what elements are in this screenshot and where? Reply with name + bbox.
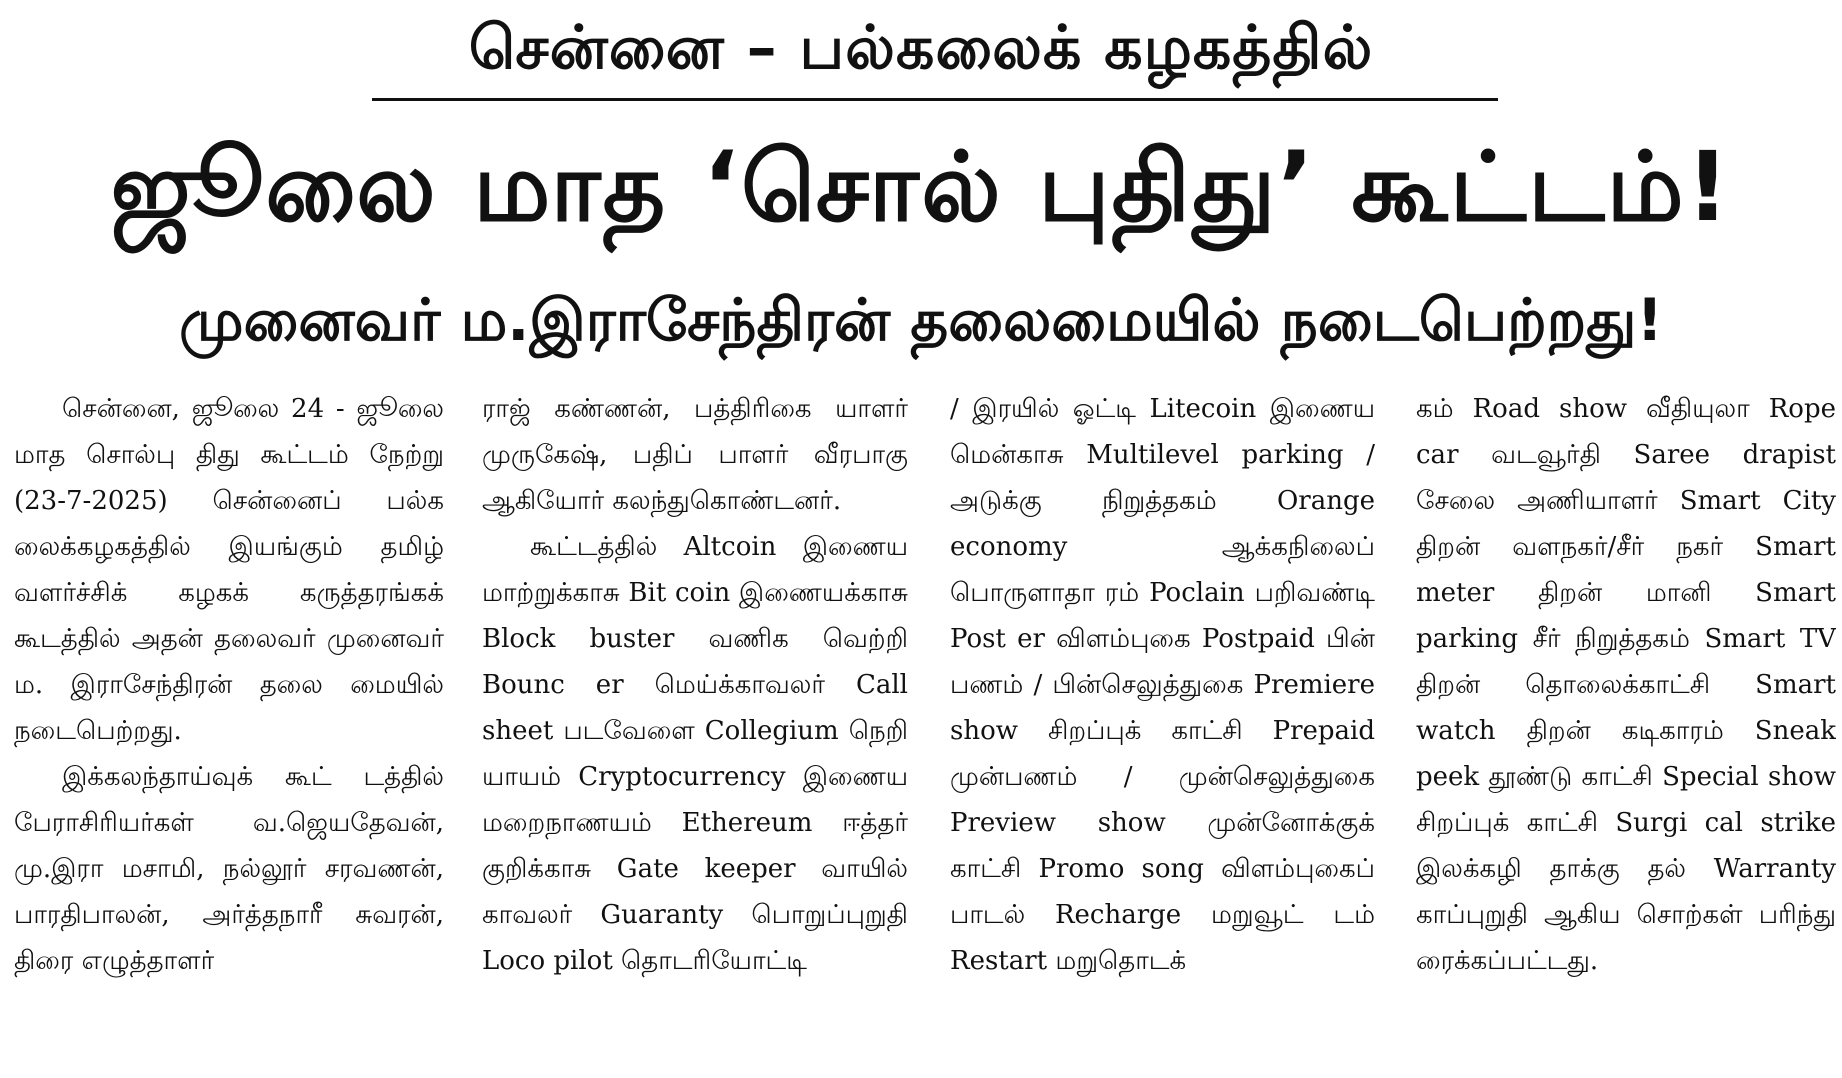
article-column-4 <box>1416 386 1836 1078</box>
article-column-1 <box>14 386 444 1078</box>
article-paragraph: கம் Road show வீதியுலா Rope car வடவூர்தி Saree drapist சேலை அணியாளர் Smart City திறன் வளநகர்/சீர் நகர் Smart meter திறன் மானி Smart parking சீர் நிறுத்தகம் Smart TV திறன் தொலைக்காட்சி Smart watch திறன் கடிகாரம் Sneak peek தூண்டு காட்சி Special show சிறப்புக் காட்சி Surgi cal strike இலக்கழி தாக்கு தல் Warranty காப்புறுதி ஆகிய சொற்கள் பரிந்து ரைக்கப்பட்டது. <box>1416 394 1836 976</box>
article-paragraph: ராஜ் கண்ணன், பத்திரிகை யாளர் முருகேஷ், பதிப் பாளர் வீரபாகு ஆகியோர் கலந்துகொண்டனர். <box>482 394 908 516</box>
kicker-heading: சென்னை – பல்கலைக் கழகத்தில் <box>468 13 1374 83</box>
subheadline: முனைவர் ம.இராசேந்திரன் தலைமையில் நடைபெற்றது! <box>179 286 1663 354</box>
article-column-3 <box>950 386 1375 1078</box>
article-paragraph: இக்கலந்தாய்வுக் கூட் டத்தில் பேராசிரியர்கள் வ.ஜெயதேவன், மு.இரா மசாமி, நல்லூர் சரவணன், பாரதிபாலன், அர்த்தநாரீ சுவரன், திரை எழுத்தாளர் <box>14 762 444 976</box>
article-paragraph: கூட்டத்தில் Altcoin இணைய மாற்றுக்காசு Bit coin இணையக்காசு Block buster வணிக வெற்றி Bounc er மெய்க்காவலர் Call sheet படவேளை Collegium நெறி யாயம் Cryptocurrency இணைய மறைநாணயம் Ethereum ஈத்தர் குறிக்காசு Gate keeper வாயில் காவலர் Guaranty பொறுப்புறுதி Loco pilot தொடரியோட்டி <box>482 532 908 976</box>
headline: ஜூலை மாத ‘சொல் புதிது’ கூட்டம்! <box>110 131 1732 243</box>
article-column-2 <box>482 386 908 1078</box>
article-body <box>0 386 1842 1078</box>
article-paragraph: சென்னை, ஜூலை 24 - ஜூலை மாத சொல்பு திது கூட்டம் நேற்று (23-7-2025) சென்னைப் பல்க லைக்கழகத்தில் இயங்கும் தமிழ் வளர்ச்சிக் கழகக் கருத்தரங்கக் கூடத்தில் அதன் தலைவர் முனைவர் ம. இராசேந்திரன் தலை மையில் நடைபெற்றது. <box>14 394 444 746</box>
article-paragraph: / இரயில் ஓட்டி Litecoin இணைய மென்காசு Multilevel parking / அடுக்கு நிறுத்தகம் Orange economy ஆக்கநிலைப் பொருளாதா ரம் Poclain பறிவண்டி Post er விளம்புகை Postpaid பின் பணம் / பின்செலுத்துகை Premiere show சிறப்புக் காட்சி Prepaid முன்பணம் / முன்செலுத்துகை Preview show முன்னோக்குக் காட்சி Promo song விளம்புகைப் பாடல் Recharge மறுவூட் டம் Restart மறுதொடக் <box>950 394 1375 976</box>
kicker-divider <box>372 98 1498 101</box>
